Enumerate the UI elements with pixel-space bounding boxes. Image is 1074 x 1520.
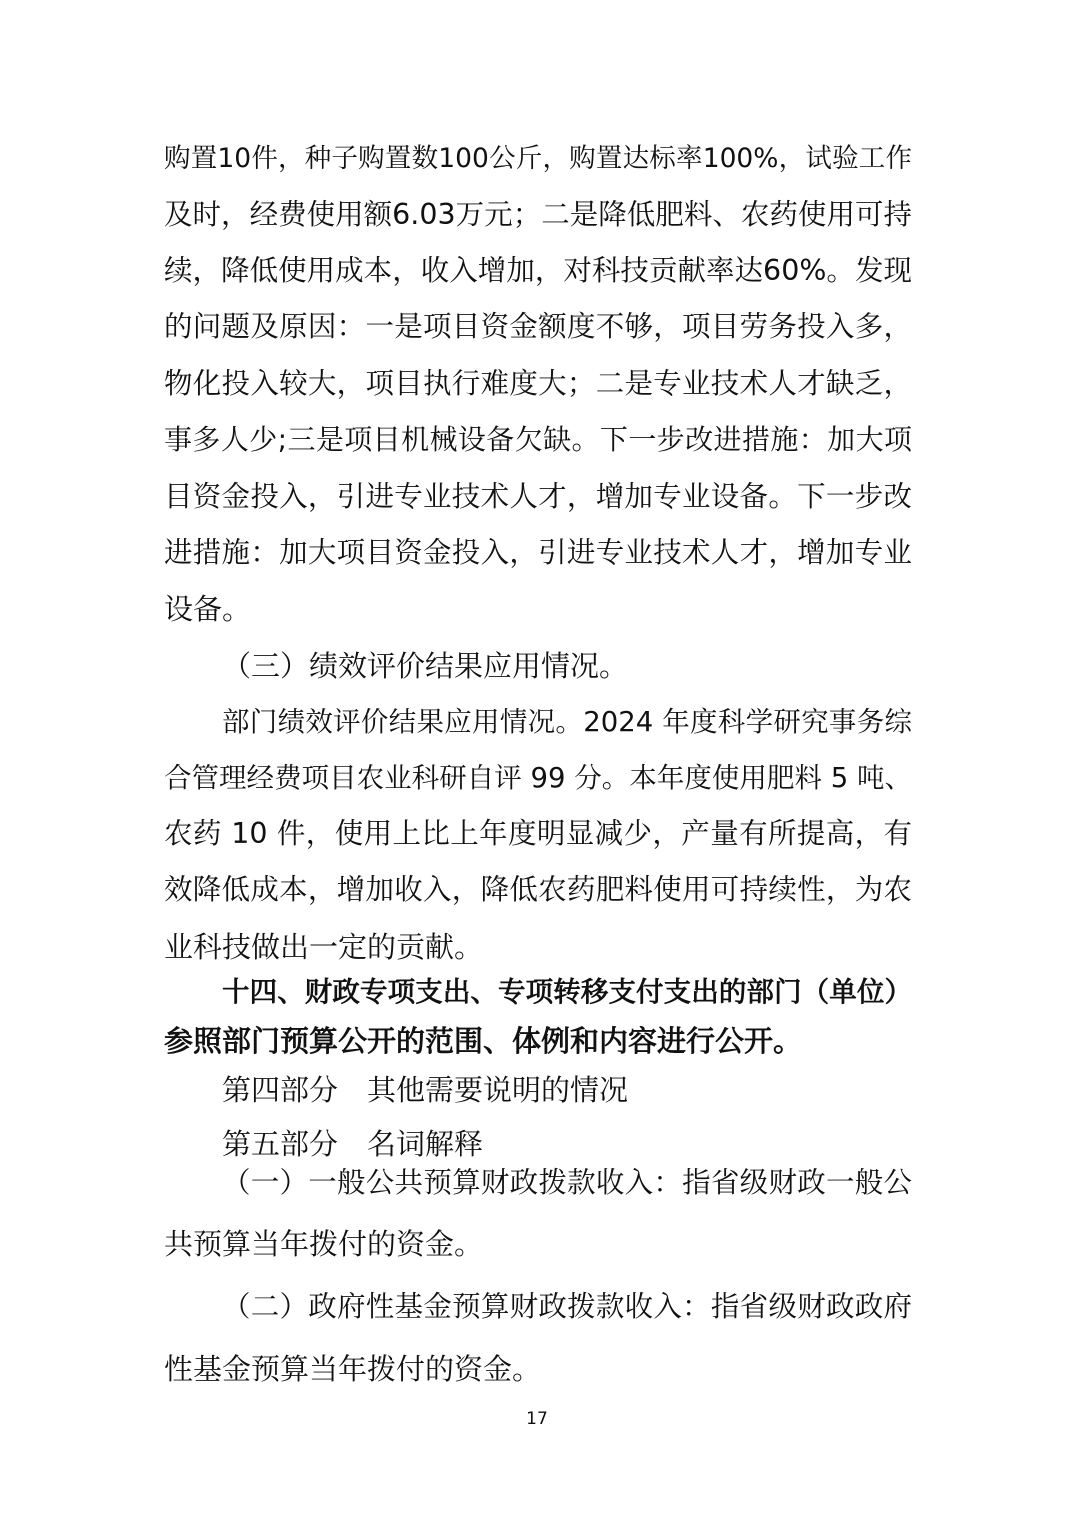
body-text-line: 进措施：加大项目资金投入，引进专业技术人才，增加专业 (164, 536, 912, 569)
body-text-line: 购置10件，种子购置数100公斤，购置达标率100%，试验工作 (164, 143, 912, 174)
page-number: 17 (526, 1409, 548, 1429)
body-text-line: 合管理经费项目农业科研自评 99 分。本年度使用肥料 5 吨、 (164, 762, 912, 794)
body-text-line: 及时，经费使用额6.03万元；二是降低肥料、农药使用可持 (164, 198, 912, 231)
section-heading: 十四、财政专项支出、专项转移支付支出的部门（单位） (222, 976, 912, 1008)
body-text-line: 续，降低使用成本，收入增加，对科技贡献率达60%。发现 (164, 254, 912, 287)
body-text-line: 的问题及原因：一是项目资金额度不够，项目劳务投入多， (164, 310, 912, 343)
body-text-line: （二）政府性基金预算财政拨款收入：指省级财政政府 (222, 1290, 912, 1323)
body-text-line: 目资金投入，引进专业技术人才，增加专业设备。下一步改 (164, 480, 912, 513)
subsection-heading: （三）绩效评价结果应用情况。 (222, 649, 629, 683)
body-text-line: 农药 10 件，使用上比上年度明显减少，产量有所提高，有 (164, 817, 912, 850)
body-text-line: 部门绩效评价结果应用情况。2024 年度科学研究事务综 (222, 706, 912, 738)
body-text-line: （一）一般公共预算财政拨款收入：指省级财政一般公 (222, 1166, 912, 1199)
body-text-line: 性基金预算当年拨付的资金。 (164, 1352, 542, 1386)
body-text-line: 物化投入较大，项目执行难度大；二是专业技术人才缺乏， (164, 367, 912, 400)
body-text-line: 设备。 (164, 592, 252, 626)
body-text-line: 事多人少;三是项目机械设备欠缺。下一步改进措施：加大项 (164, 423, 912, 456)
section-heading: 参照部门预算公开的范围、体例和内容进行公开。 (164, 1024, 803, 1058)
part-heading: 第四部分 其他需要说明的情况 (222, 1073, 629, 1107)
part-heading: 第五部分 名词解释 (222, 1127, 484, 1161)
body-text-line: 共预算当年拨付的资金。 (164, 1227, 484, 1261)
body-text-line: 业科技做出一定的贡献。 (164, 930, 484, 964)
body-text-line: 效降低成本，增加收入，降低农药肥料使用可持续性，为农 (164, 873, 912, 906)
